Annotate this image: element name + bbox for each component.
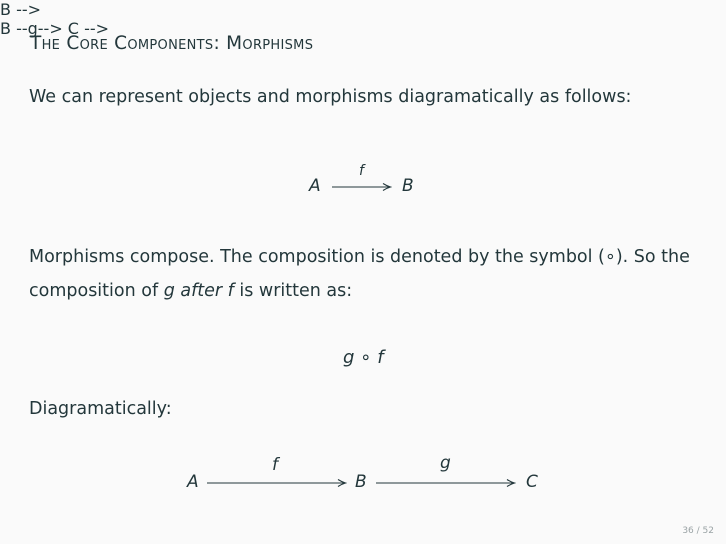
diagram2-node-a: A — [187, 472, 199, 492]
composition-emphasis: g after f — [163, 281, 234, 301]
page-number: 36 / 52 — [682, 526, 714, 536]
diagram2-arrow-label-f: f — [272, 455, 278, 475]
diagram1-target-node: B — [402, 176, 414, 196]
composition-operator: ∘ — [360, 347, 372, 368]
composition-right: f — [377, 347, 384, 368]
diagram2-node-c: C — [526, 472, 538, 492]
diagram2-arrow-label-g: g — [440, 453, 451, 473]
composition-left: g — [343, 347, 355, 368]
composition-text-part2: is written as: — [233, 281, 353, 301]
diagram1-source-node: A — [309, 176, 321, 196]
diagram2-node-b: B — [355, 472, 367, 492]
diagram2-arrow-1 — [207, 478, 347, 488]
intro-paragraph: We can represent objects and morphisms diagramatically as follows: — [29, 87, 632, 107]
composition-text-part1: Morphisms compose. The composition is denoted by the symbol (∘). So the composition of — [29, 247, 690, 301]
slide-title: The Core Components: Morphisms — [30, 33, 314, 54]
diagram1-arrow — [332, 182, 392, 192]
slide: The Core Components: Morphisms We can represent objects and morphisms diagramatically as follows: B --> A f B Morphisms compose. The composition is denoted by the symbol (∘). So the composition of g after f is written as: g ∘ f Diagramatically: B --g--> C --> A f B g C 36 / 52 — [0, 0, 714, 536]
diagram2-arrow-2 — [376, 478, 516, 488]
diagram1-arrow-label: f — [359, 163, 364, 179]
composition-paragraph — [29, 240, 709, 308]
diagramatically-label: Diagramatically: — [29, 399, 172, 419]
composition-formula — [343, 347, 384, 368]
